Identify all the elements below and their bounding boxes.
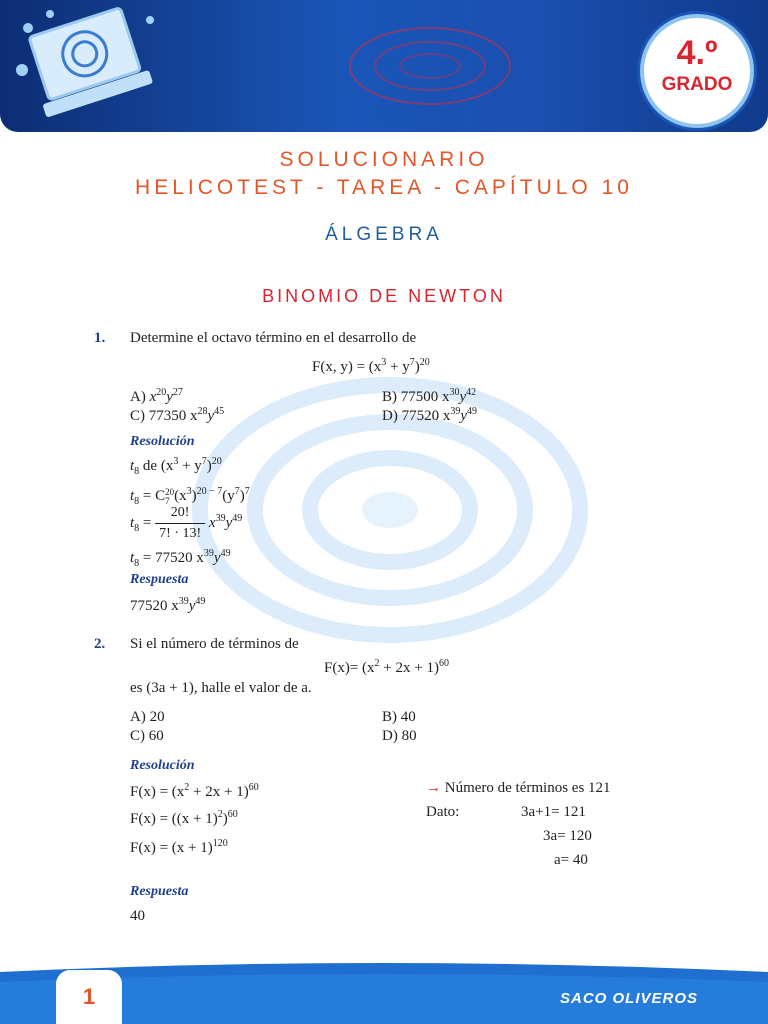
answer-2-value: 40 <box>130 908 145 924</box>
equation-3: a= 40 <box>554 852 588 868</box>
option-b: B) 77500 $x^{30}y^{42}$ <box>382 387 477 405</box>
header-banner <box>0 0 768 132</box>
page-number-badge <box>56 970 122 1024</box>
page-number: 1 <box>82 984 96 1009</box>
question-1-number: 1. <box>94 330 106 346</box>
resolution-1-line-3: $t_8$ = $\frac{20!}{7! \cdot 13!}$ $x^{39}y^{49}$ <box>130 503 242 544</box>
resolution-2-line-1: $F(x) = (x^2 + 2x + 1)^{60}$ <box>130 782 259 800</box>
option-2-b: B) 40 <box>382 709 416 725</box>
grade-label: GRADO <box>661 74 733 95</box>
equation-2: 3a= 120 <box>543 828 592 844</box>
answer-label-1: Respuesta <box>130 572 189 587</box>
option-2-d: D) 80 <box>382 728 417 744</box>
option-2-c: C) 60 <box>130 728 164 744</box>
dato-label: Dato: <box>426 804 460 820</box>
resolution-label-2: Resolución <box>130 758 195 773</box>
question-2-text-2: es (3a + 1), halle el valor de a. <box>130 680 312 696</box>
topic-title: BINOMIO DE NEWTON <box>262 286 506 306</box>
equation-1: 3a+1= 121 <box>521 804 586 820</box>
brand-logo-text: SACO OLIVEROS <box>560 990 699 1007</box>
arrow-right-icon: → <box>426 780 441 796</box>
resolution-2-line-3: $F(x) = (x + 1)^{120}$ <box>130 838 228 856</box>
option-a: A) $x^{20}y^{27}$ <box>130 387 183 405</box>
question-1-formula: F(x, $y) = (x^3 + y^7)^{20}$ <box>312 357 430 375</box>
resolution-1-line-2: $t_8 = C$ 20 7 $(x^3)^{20 - 7}(y^7)^7$ <box>130 486 250 507</box>
factorial-fraction: $\frac{20!}{7! \cdot 13!}$ <box>155 503 205 544</box>
resolution-2-line-2: $F(x) = ((x + 1)^2)^{60}$ <box>130 809 238 827</box>
option-c: C) 77350 $x^{28}y^{45}$ <box>130 406 225 424</box>
grade-number: 4.º <box>676 34 718 72</box>
resolution-1-line-4: $t_8 = 77520$ $x^{39}y^{49}$ <box>130 548 231 569</box>
resolution-1-line-1: $t_8$ de $(x^3 + y^7)^{20}$ <box>130 456 222 477</box>
question-1-text: Determine el octavo término en el desarrollo de <box>130 330 417 346</box>
option-d: D) 77520 $x^{39}y^{49}$ <box>382 406 477 424</box>
answer-1-value: 77520 $x^{39}y^{49}$ <box>130 596 206 614</box>
question-2-number: 2. <box>94 636 106 652</box>
question-2-formula: $F(x)= (x^2 + 2x + 1)^{60}$ <box>324 658 449 676</box>
subject-title: ÁLGEBRA <box>325 224 443 245</box>
question-2-text: Si el número de términos de <box>130 636 299 652</box>
title-solucionario: SOLUCIONARIO <box>279 148 489 171</box>
grade-badge <box>640 14 754 128</box>
option-2-a: A) 20 <box>130 709 165 725</box>
terms-note: → Número de términos es 121 <box>426 780 611 796</box>
title-helicotest: HELICOTEST - TAREA - CAPÍTULO 10 <box>135 176 633 199</box>
resolution-label-1: Resolución <box>130 434 195 449</box>
answer-label-2: Respuesta <box>130 884 189 899</box>
